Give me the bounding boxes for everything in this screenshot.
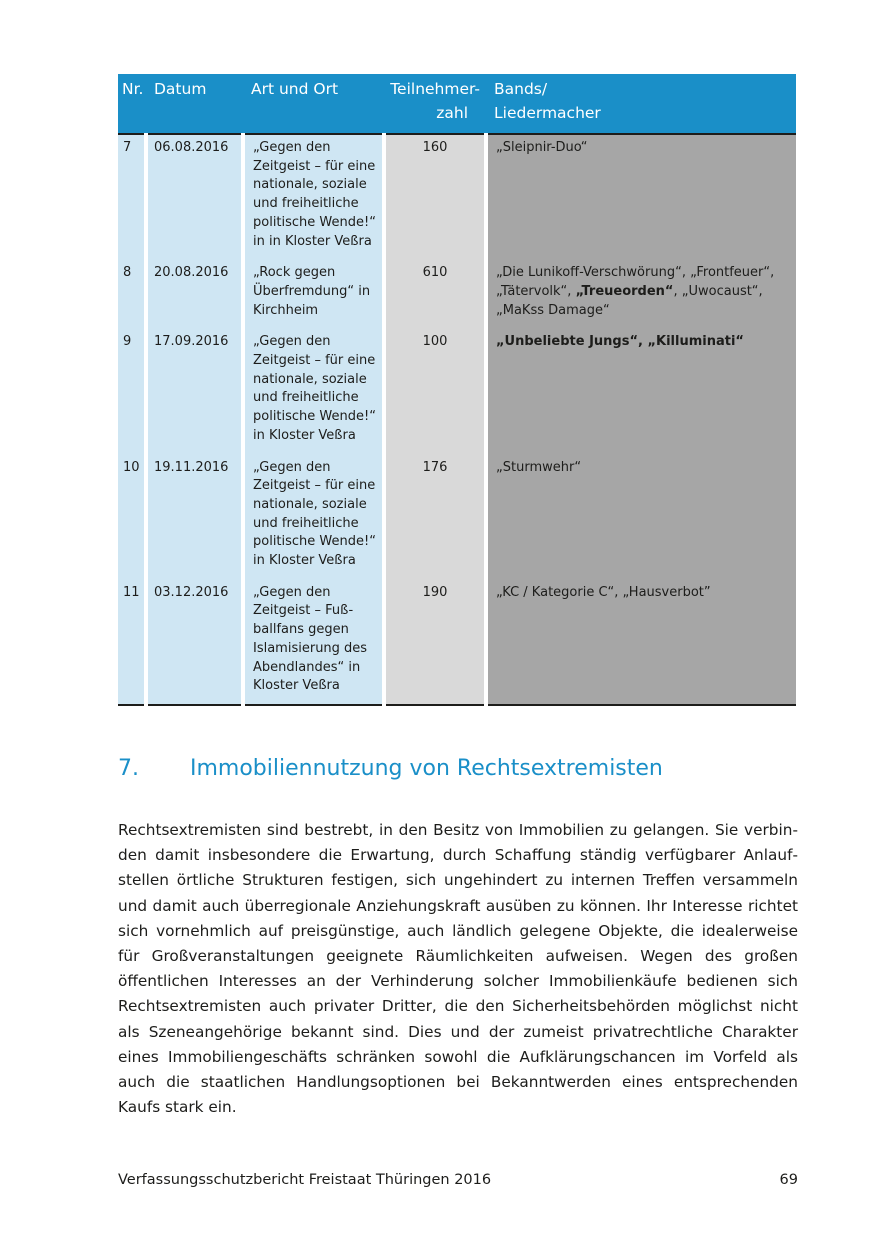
section-number: 7. xyxy=(118,756,139,781)
header-teilnehmer-line2: zahl xyxy=(436,104,468,122)
header-datum: Datum xyxy=(146,74,243,134)
page-number: 69 xyxy=(779,1172,798,1188)
cell-bands xyxy=(486,260,796,329)
cell-nr: 9 xyxy=(118,329,146,454)
header-teilnehmer-line1: Teilnehmer- xyxy=(390,80,480,98)
concerts-table-container xyxy=(118,74,796,706)
table-row xyxy=(118,134,796,260)
section-body-text: Rechtsextremisten sind bestrebt, in den Besitz von Immobilien zu gelangen. Sie verbinden damit insbesondere die Erwartung, durch Schaffung ständig verfügbarer Anlaufstellen örtliche Strukturen festigen, sich ungehindert zu internen Treffen versammeln und damit auch überregionale Anziehungskraft ausüben zu können. Ihr Interesse richtet sich vornehmlich auf preisgünstige, auch ländlich gelegene Objekte, die idealerweise für Großveranstaltungen geeignete Räumlichkeiten aufweisen. Wegen des großen öffentlichen Interesses an der Verhinderung solcher Immobilienkäufe bedienen sich Rechtsextremisten auch privater Dritter, die den Sicherheitsbehörden möglichst nicht als Szeneangehörige bekannt sind. Dies und der zumeist privatrechtliche Charakter eines Immobiliengeschäfts schränken sowohl die Aufklärungschancen im Vorfeld als auch die staatlichen Handlungsoptionen bei Bekanntwerden eines entsprechenden Kaufs stark ein. xyxy=(118,821,798,1117)
concerts-table xyxy=(118,74,796,706)
band-segment: „Sleipnir-Duo“ xyxy=(496,140,588,155)
band-segment: „Unbeliebte Jungs“, „Killuminati“ xyxy=(496,334,744,350)
cell-art-ort: „Gegen den Zeitgeist – für eine nationale, soziale und freiheitliche politische Wende!“ in Kloster Veßra xyxy=(243,329,384,454)
cell-datum: 06.08.2016 xyxy=(146,134,243,260)
header-bands-line1: Bands/ xyxy=(494,80,548,98)
cell-bands xyxy=(486,329,796,454)
cell-art-ort: „Rock gegen Überfremdung“ in Kirchheim xyxy=(243,260,384,329)
band-segment: „Sturmwehr“ xyxy=(496,459,582,475)
cell-bands xyxy=(486,455,796,580)
cell-art-ort: „Gegen den Zeitgeist – Fuß- ballfans gegen Islamisierung des Abendlandes“ in Kloster Veßra xyxy=(243,580,384,705)
table-row xyxy=(118,455,796,580)
header-bands-line2: Liedermacher xyxy=(494,104,601,122)
cell-datum: 17.09.2016 xyxy=(146,329,243,454)
cell-datum: 20.08.2016 xyxy=(146,260,243,329)
cell-teilnehmerzahl: 100 xyxy=(384,329,486,454)
cell-teilnehmerzahl: 160 xyxy=(384,134,486,260)
section-title: Immobiliennutzung von Rechtsextremisten xyxy=(190,756,663,781)
header-teilnehmerzahl xyxy=(384,74,486,134)
table-body xyxy=(118,134,796,705)
cell-datum: 03.12.2016 xyxy=(146,580,243,705)
band-segment: „Die Lunikoff-Verschwörung“, „Frontfeuer“, „Tätervolk“, xyxy=(496,265,775,299)
band-segment: „Treueorden“ xyxy=(575,283,674,299)
band-segment: „KC / Kategorie C“, „Hausverbot” xyxy=(496,584,711,600)
cell-nr: 8 xyxy=(118,260,146,329)
header-nr: Nr. xyxy=(118,74,146,134)
cell-nr: 11 xyxy=(118,580,146,705)
table-header-row xyxy=(118,74,796,134)
cell-art-ort: „Gegen den Zeitgeist – für eine nationale, soziale und freiheitliche politische Wende!“ in in Kloster Veßra xyxy=(243,134,384,260)
header-art-ort: Art und Ort xyxy=(243,74,384,134)
cell-nr: 7 xyxy=(118,134,146,260)
cell-bands xyxy=(486,580,796,705)
header-bands xyxy=(486,74,796,134)
cell-bands xyxy=(486,134,796,260)
cell-nr: 10 xyxy=(118,455,146,580)
section-heading xyxy=(118,754,796,784)
table-row xyxy=(118,580,796,705)
cell-teilnehmerzahl: 176 xyxy=(384,455,486,580)
cell-art-ort: „Gegen den Zeitgeist – für eine nationale, soziale und freiheitliche politische Wende!“ in Kloster Veßra xyxy=(243,455,384,580)
cell-teilnehmerzahl: 190 xyxy=(384,580,486,705)
table-row xyxy=(118,260,796,329)
cell-teilnehmerzahl: 610 xyxy=(384,260,486,329)
band-segment: , „Uwocaust“, „MaKss Damage“ xyxy=(496,283,763,318)
cell-datum: 19.11.2016 xyxy=(146,455,243,580)
table-row xyxy=(118,329,796,454)
footer-title: Verfassungsschutzbericht Freistaat Thüringen 2016 xyxy=(118,1172,492,1188)
